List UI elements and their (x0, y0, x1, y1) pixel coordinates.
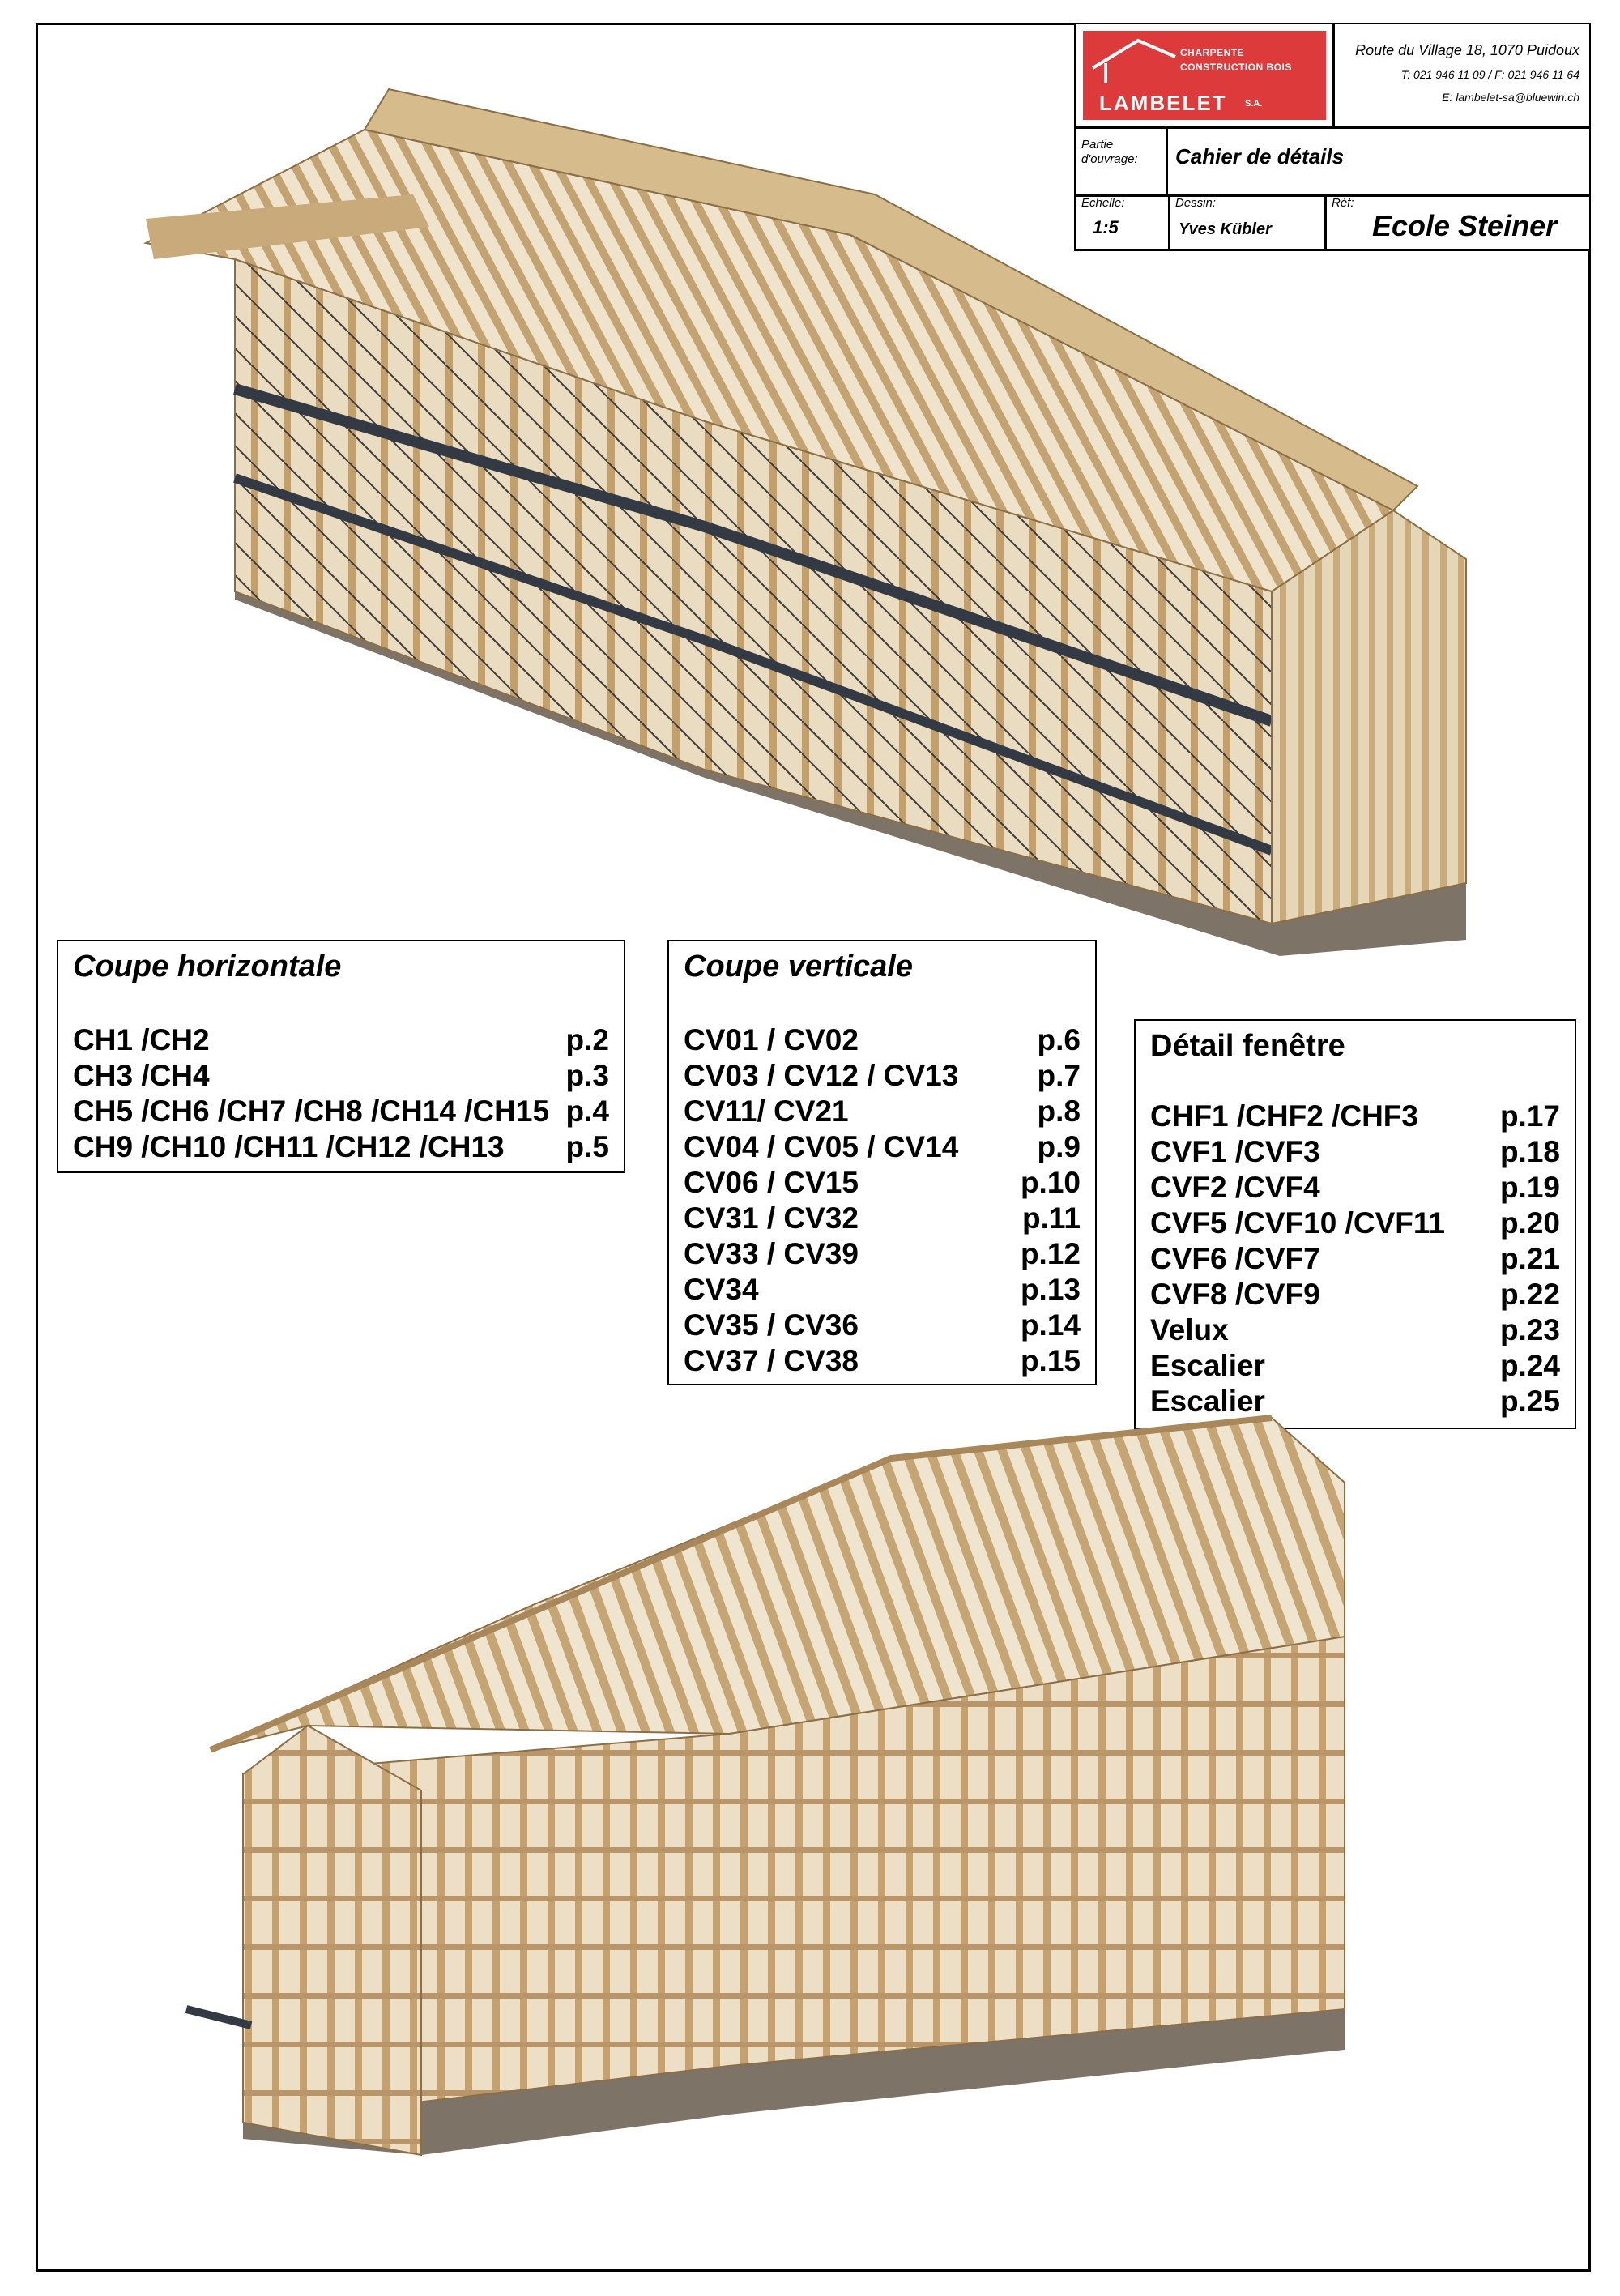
company-email: E: lambelet-sa@bluewin.ch (1442, 91, 1580, 104)
coupe-horizontale-title: Coupe horizontale (73, 950, 342, 984)
list-item[interactable] (684, 1094, 1081, 1129)
company-phone: T: 021 946 11 09 / F: 021 946 11 64 (1400, 68, 1580, 81)
echelle-value: 1:5 (1093, 217, 1119, 237)
detail-code: CV35 / CV36 (684, 1308, 859, 1342)
detail-code: CH3 /CH4 (73, 1059, 210, 1092)
detail-page: p.6 (1037, 1023, 1081, 1056)
detail-page: p.17 (1499, 1099, 1560, 1133)
detail-page: p.2 (565, 1023, 609, 1056)
detail-page: p.25 (1499, 1385, 1560, 1418)
echelle-label: Echelle: (1081, 196, 1125, 210)
list-item[interactable] (684, 1129, 1081, 1165)
detail-code: CVF5 /CVF10 /CVF11 (1150, 1206, 1445, 1240)
logo-line-2: CONSTRUCTION BOIS (1180, 62, 1292, 73)
timber-frame-view-top (122, 73, 1482, 972)
list-item[interactable] (684, 1272, 1081, 1308)
detail-code: Escalier (1150, 1385, 1265, 1418)
detail-code: CV37 / CV38 (684, 1344, 859, 1377)
timber-frame-view-bottom (162, 1410, 1361, 2179)
company-address: Route du Village 18, 1070 Puidoux (1355, 42, 1580, 58)
detail-code: CVF8 /CVF9 (1150, 1278, 1320, 1311)
detail-code: CHF1 /CHF2 /CHF3 (1150, 1099, 1418, 1133)
detail-code: CV03 / CV12 / CV13 (684, 1059, 959, 1092)
detail-code: CV11/ CV21 (684, 1095, 849, 1128)
logo-brand: LAMBELET (1099, 91, 1227, 115)
list-item[interactable] (1150, 1241, 1560, 1277)
detail-page: p.5 (565, 1130, 609, 1163)
partie-value: Cahier de détails (1175, 144, 1345, 169)
detail-code: CV04 / CV05 / CV14 (684, 1130, 959, 1163)
list-item[interactable] (684, 1308, 1081, 1343)
list-item[interactable] (1150, 1277, 1560, 1312)
detail-code: CV06 / CV15 (684, 1166, 859, 1199)
detail-code: CH5 /CH6 /CH7 /CH8 /CH14 /CH15 (73, 1095, 550, 1128)
detail-fenetre-box (1134, 1019, 1576, 1429)
list-item[interactable] (73, 1129, 609, 1165)
detail-page: p.23 (1499, 1313, 1560, 1346)
detail-code: CVF1 /CVF3 (1150, 1135, 1320, 1168)
list-item[interactable] (684, 1165, 1081, 1201)
detail-code: CVF6 /CVF7 (1150, 1242, 1320, 1275)
logo-suffix: S.A. (1245, 99, 1263, 109)
list-item[interactable] (684, 1022, 1081, 1058)
detail-page: p.20 (1499, 1206, 1560, 1240)
list-item[interactable] (684, 1201, 1081, 1236)
dessin-label: Dessin: (1175, 196, 1217, 210)
detail-code: CVF2 /CVF4 (1150, 1171, 1320, 1204)
detail-fenetre-list (1150, 1099, 1560, 1419)
list-item[interactable] (73, 1094, 609, 1129)
list-item[interactable] (73, 1022, 609, 1058)
list-item[interactable] (684, 1058, 1081, 1094)
detail-page: p.3 (565, 1059, 609, 1092)
list-item[interactable] (1150, 1170, 1560, 1206)
detail-page: p.21 (1499, 1242, 1560, 1275)
detail-page: p.4 (565, 1095, 609, 1128)
list-item[interactable] (1150, 1348, 1560, 1384)
detail-code: CV01 / CV02 (684, 1023, 859, 1056)
detail-code: Escalier (1150, 1349, 1265, 1382)
detail-code: CH9 /CH10 /CH11 /CH12 /CH13 (73, 1130, 505, 1163)
list-item[interactable] (1150, 1099, 1560, 1134)
partie-label: Partie d'ouvrage: (1081, 138, 1138, 166)
list-item[interactable] (73, 1058, 609, 1094)
detail-code: CV31 / CV32 (684, 1201, 859, 1235)
detail-page: p.7 (1037, 1059, 1081, 1092)
detail-code: Velux (1150, 1313, 1229, 1346)
list-item[interactable] (1150, 1134, 1560, 1170)
detail-page: p.12 (1020, 1237, 1081, 1270)
detail-page: p.11 (1022, 1201, 1081, 1235)
ref-value: Ecole Steiner (1372, 209, 1558, 242)
detail-code: CV33 / CV39 (684, 1237, 859, 1270)
ref-label: Réf: (1332, 196, 1354, 210)
detail-fenetre-title: Détail fenêtre (1150, 1029, 1345, 1063)
detail-page: p.19 (1499, 1171, 1560, 1204)
list-item[interactable] (1150, 1206, 1560, 1241)
coupe-verticale-box (667, 940, 1097, 1385)
list-item[interactable] (684, 1236, 1081, 1272)
detail-page: p.24 (1499, 1349, 1560, 1382)
coupe-horizontale-box (57, 940, 625, 1173)
detail-code: CH1 /CH2 (73, 1023, 210, 1056)
coupe-verticale-list (684, 1022, 1081, 1379)
detail-page: p.18 (1499, 1135, 1560, 1168)
detail-page: p.14 (1020, 1308, 1081, 1342)
detail-page: p.8 (1037, 1095, 1081, 1128)
detail-page: p.22 (1499, 1278, 1560, 1311)
list-item[interactable] (684, 1343, 1081, 1379)
detail-page: p.13 (1020, 1273, 1081, 1306)
list-item[interactable] (1150, 1312, 1560, 1348)
detail-code: CV34 (684, 1273, 759, 1306)
dessin-value: Yves Kübler (1179, 220, 1272, 238)
coupe-horizontale-list (73, 1022, 609, 1165)
detail-page: p.9 (1037, 1130, 1081, 1163)
logo-line-1: CHARPENTE (1180, 47, 1245, 58)
detail-page: p.10 (1020, 1166, 1081, 1199)
coupe-verticale-title: Coupe verticale (684, 950, 913, 984)
detail-page: p.15 (1020, 1344, 1081, 1377)
